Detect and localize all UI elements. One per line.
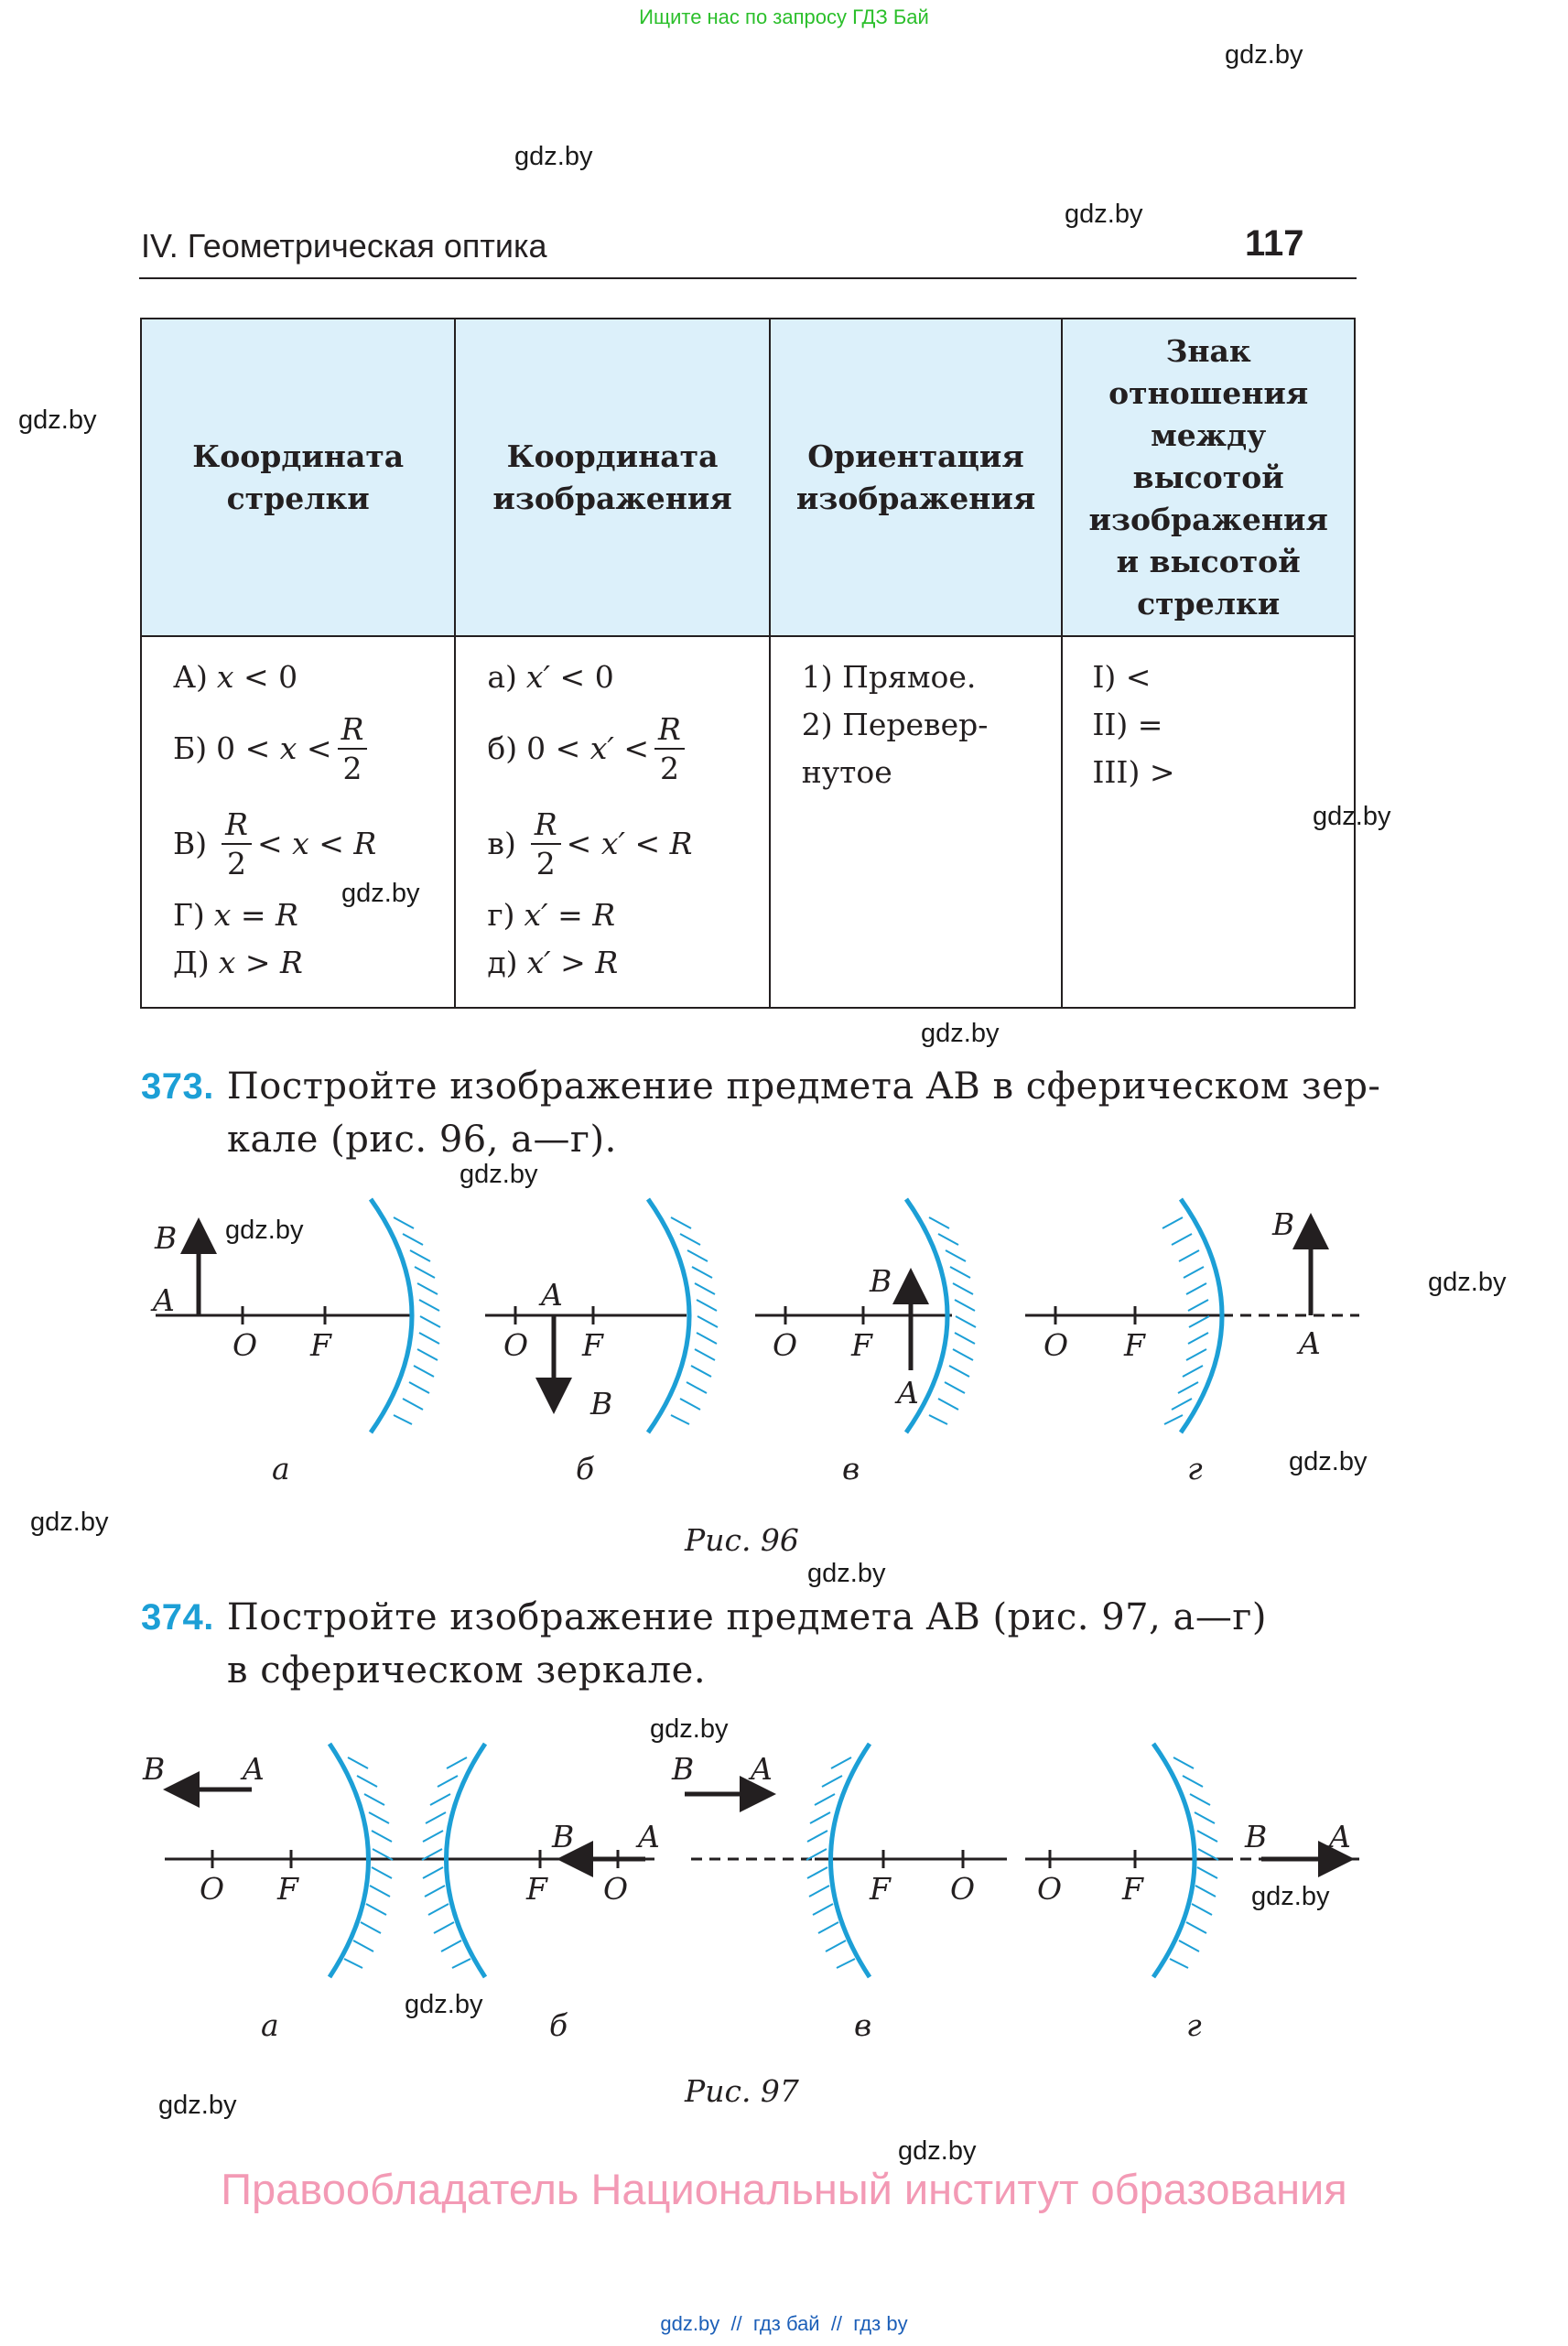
watermark: gdz.by xyxy=(1289,1447,1368,1476)
orientation-cell xyxy=(770,636,1063,1008)
label-f: F xyxy=(277,1871,298,1907)
label-b: B xyxy=(143,1751,166,1787)
problem-text: Постройте изображение предмета AB в сферическом зер- xyxy=(226,1065,1381,1108)
label-o: O xyxy=(773,1327,798,1363)
list-item: Б) 0 < x < $\frac{R}{2}$ xyxy=(173,701,432,796)
figure-caption: Рис. 97 xyxy=(685,2073,799,2109)
image-coord-cell xyxy=(455,636,769,1008)
arrow-coord-cell xyxy=(141,636,455,1008)
panel-label: в xyxy=(854,2007,872,2043)
label-a: A xyxy=(751,1751,773,1787)
label-o: O xyxy=(1044,1327,1069,1363)
label-b: B xyxy=(1245,1819,1268,1854)
list-item: В) $\frac{R}{2}$ < x < R xyxy=(173,806,377,881)
label-b: B xyxy=(672,1751,695,1787)
list-item: Д) x > R xyxy=(173,945,303,980)
header-rule xyxy=(139,277,1357,279)
panel-label: а xyxy=(272,1451,290,1487)
watermark: gdz.by xyxy=(1065,200,1143,229)
watermark: gdz.by xyxy=(18,405,97,435)
figure-97 xyxy=(0,1721,1568,2014)
optics-table xyxy=(140,318,1356,1009)
page-number: 117 xyxy=(1245,223,1304,264)
label-a: A xyxy=(541,1277,563,1313)
footer-links[interactable]: gdz.by // гдз бай // гдз by xyxy=(660,2312,908,2335)
problem-text: кале (рис. 96, а—г). xyxy=(227,1119,617,1161)
label-b: B xyxy=(155,1220,178,1256)
list-item: Г) x = R xyxy=(173,897,298,933)
label-f: F xyxy=(1122,1871,1143,1907)
list-item: 1) Прямое. xyxy=(801,659,977,695)
table-row xyxy=(141,636,1355,1008)
watermark: gdz.by xyxy=(898,2136,977,2166)
fraction: $\frac{R}{2}$ xyxy=(531,809,561,879)
watermark: gdz.by xyxy=(650,1714,729,1744)
list-item: д) x′ > R xyxy=(487,945,619,980)
problem-373 xyxy=(141,1060,1380,1166)
sign-cell xyxy=(1062,636,1355,1008)
list-item: нутое xyxy=(801,754,892,790)
panel-label: б xyxy=(576,1451,595,1487)
mirror-hatching xyxy=(344,1757,1218,1968)
label-f: F xyxy=(526,1871,547,1907)
label-o: O xyxy=(503,1327,529,1363)
list-item: II) = xyxy=(1092,707,1163,742)
header-sign: Знак отношения между высотой изображения и высотой стрелки xyxy=(1062,319,1355,636)
header-orientation: Ориентация изображения xyxy=(770,319,1063,636)
watermark: gdz.by xyxy=(405,1990,483,2019)
label-b: B xyxy=(1272,1206,1295,1242)
label-b: B xyxy=(870,1263,892,1299)
watermark: gdz.by xyxy=(460,1160,538,1189)
figure-caption: Рис. 96 xyxy=(685,1522,799,1558)
problem-text: Постройте изображение предмета AB (рис. 97, а—г) xyxy=(226,1596,1267,1638)
section-title: IV. Геометрическая оптика xyxy=(141,227,547,265)
watermark: gdz.by xyxy=(1428,1268,1507,1297)
label-a: A xyxy=(243,1751,265,1787)
label-a: A xyxy=(1329,1819,1351,1854)
label-o: O xyxy=(1037,1871,1063,1907)
watermark: gdz.by xyxy=(921,1019,1000,1048)
watermark: gdz.by xyxy=(1251,1882,1330,1911)
list-item: 2) Перевер- xyxy=(801,707,989,742)
label-f: F xyxy=(582,1327,603,1363)
panel-label: б xyxy=(549,2007,568,2043)
label-o: O xyxy=(200,1871,225,1907)
top-banner[interactable]: Ищите нас по запросу ГДЗ Бай xyxy=(639,5,929,28)
list-item: III) > xyxy=(1092,754,1175,790)
list-item: б) 0 < x′ < $\frac{R}{2}$ xyxy=(487,701,746,796)
watermark: gdz.by xyxy=(225,1216,304,1245)
label-a: A xyxy=(1299,1325,1321,1361)
panel-label: в xyxy=(842,1451,860,1487)
label-f: F xyxy=(870,1871,891,1907)
problem-text: в сферическом зеркале. xyxy=(227,1649,707,1692)
list-item: г) x′ = R xyxy=(487,897,616,933)
label-f: F xyxy=(1124,1327,1145,1363)
panel-label: г xyxy=(1186,2007,1202,2043)
panel-label: г xyxy=(1187,1451,1203,1487)
problem-number: 373. xyxy=(141,1066,214,1107)
panel-label: а xyxy=(261,2007,279,2043)
fraction: $\frac{R}{2}$ xyxy=(338,714,368,784)
list-item: в) $\frac{R}{2}$ < x′ < R xyxy=(487,806,693,881)
label-o: O xyxy=(950,1871,976,1907)
watermark: gdz.by xyxy=(341,879,420,908)
fraction: $\frac{R}{2}$ xyxy=(654,714,685,784)
label-o: O xyxy=(603,1871,629,1907)
watermark: gdz.by xyxy=(30,1508,109,1537)
label-a: A xyxy=(638,1819,660,1854)
copyright-notice: Правообладатель Национальный институт образования xyxy=(221,2165,1347,2213)
list-item: А) x < 0 xyxy=(173,659,298,695)
problem-number: 374. xyxy=(141,1597,214,1638)
list-item: а) x′ < 0 xyxy=(487,659,614,695)
watermark: gdz.by xyxy=(807,1559,886,1588)
table-header-row xyxy=(141,319,1355,636)
watermark: gdz.by xyxy=(158,2091,237,2120)
label-a: A xyxy=(153,1282,175,1318)
problem-374 xyxy=(141,1591,1267,1697)
fraction: $\frac{R}{2}$ xyxy=(222,809,252,879)
watermark: gdz.by xyxy=(1313,802,1391,831)
label-f: F xyxy=(310,1327,331,1363)
label-b: B xyxy=(590,1386,613,1422)
label-o: O xyxy=(232,1327,258,1363)
watermark: gdz.by xyxy=(514,142,593,171)
label-a: A xyxy=(897,1375,919,1411)
list-item: I) < xyxy=(1092,659,1152,695)
label-f: F xyxy=(851,1327,872,1363)
label-b: B xyxy=(552,1819,575,1854)
header-image-coord: Координата изображения xyxy=(455,319,769,636)
header-arrow-coord: Координата стрелки xyxy=(141,319,455,636)
watermark: gdz.by xyxy=(1225,40,1303,70)
